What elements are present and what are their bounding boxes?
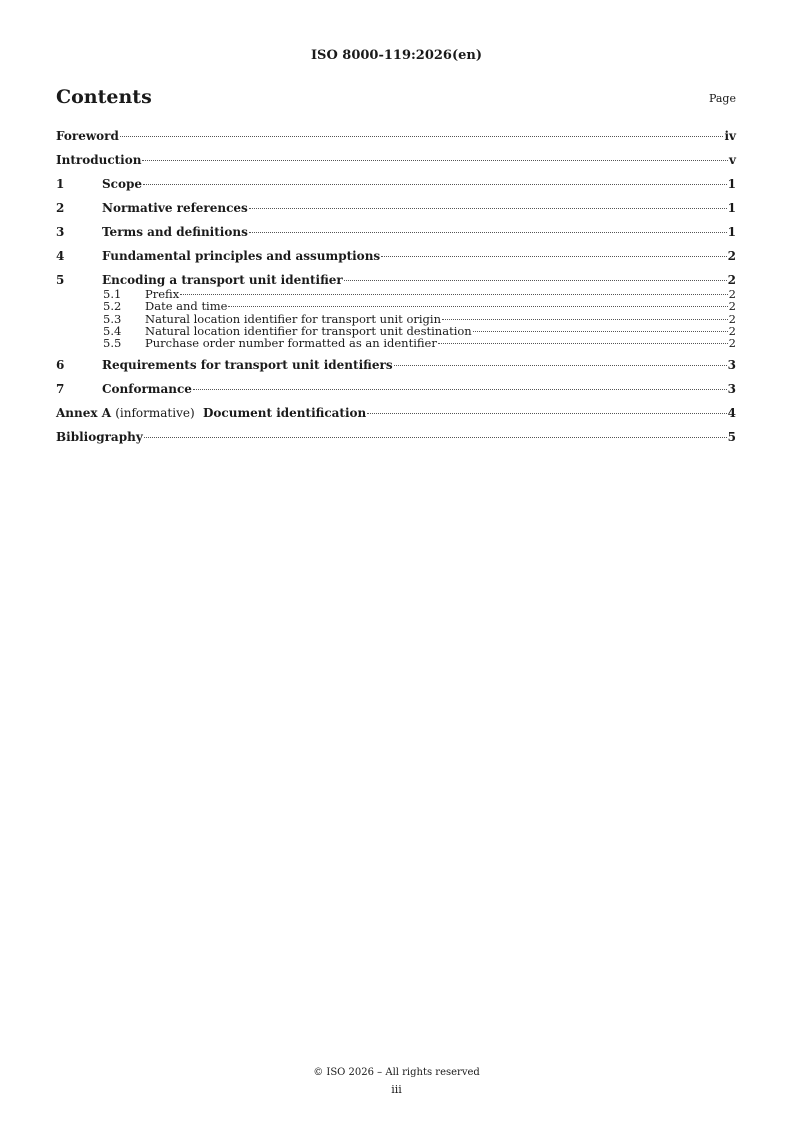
dot-leader xyxy=(473,331,728,332)
toc-entry-page: 2 xyxy=(728,323,736,338)
toc-entry-title: Date and time xyxy=(145,299,228,314)
dot-leader xyxy=(249,232,727,233)
dot-leader xyxy=(394,365,727,366)
dot-leader xyxy=(438,343,728,344)
toc-entry-bibliography[interactable] xyxy=(56,429,736,445)
toc-entry-page: 2 xyxy=(728,311,736,326)
toc-entry-number: 5 xyxy=(56,273,65,287)
toc-entry-page: 4 xyxy=(727,406,736,421)
dot-leader xyxy=(367,413,726,414)
toc-entry-clause-7[interactable] xyxy=(56,381,736,397)
toc-entry-number: 6 xyxy=(56,358,65,373)
toc-entry-title: Natural location identifier for transport unit destination xyxy=(145,323,472,338)
dot-leader xyxy=(381,256,726,257)
toc-entry-number: 5.1 xyxy=(103,287,122,301)
toc-entry-number: 2 xyxy=(56,201,65,215)
toc-entry-clause-5[interactable] xyxy=(56,272,736,288)
toc-entry-number: 5.3 xyxy=(103,311,122,326)
toc-entry-number: 5.4 xyxy=(103,323,122,338)
toc-entry-title: Scope xyxy=(102,177,143,191)
toc-entry-page: 2 xyxy=(728,336,736,351)
dot-leader xyxy=(180,294,727,295)
toc-entry-clause-6[interactable] xyxy=(56,357,736,373)
toc-entry-title: Document identification xyxy=(203,406,367,421)
dot-leader xyxy=(120,136,724,137)
annex-qualifier: (informative) xyxy=(115,406,195,421)
dot-leader xyxy=(344,280,727,281)
toc-entry-title: Terms and definitions xyxy=(102,225,248,239)
toc-entry-title: Foreword xyxy=(56,129,119,143)
toc-entry-title: Requirements for transport unit identifiers xyxy=(102,358,393,373)
toc-entry-annex-a[interactable] xyxy=(56,405,736,421)
toc-entry-page: iv xyxy=(724,129,736,143)
toc-entry-page: 3 xyxy=(727,358,736,373)
toc-entry-title: Conformance xyxy=(102,382,192,397)
toc-entry-subclause-5-2[interactable] xyxy=(56,300,736,312)
toc-entry-number: 3 xyxy=(56,225,65,239)
toc-entry-page: v xyxy=(729,153,736,167)
dot-leader xyxy=(142,160,728,161)
toc-entry-page: 2 xyxy=(727,273,736,287)
toc-entry-page: 5 xyxy=(727,430,736,445)
contents-title: Contents xyxy=(56,86,152,108)
toc-entry-title: Fundamental principles and assumptions xyxy=(102,249,381,263)
toc-entry-page: 3 xyxy=(727,382,736,397)
toc-entry-page: 2 xyxy=(728,299,736,314)
toc-entry-page: 2 xyxy=(728,287,736,301)
toc-entry-clause-4[interactable] xyxy=(56,248,736,264)
toc-entry-introduction[interactable] xyxy=(56,152,736,168)
dot-leader xyxy=(193,389,727,390)
toc-entry-page: 1 xyxy=(727,177,736,191)
toc-entry-title: Purchase order number formatted as an identifier xyxy=(145,336,437,351)
toc-entry-clause-2[interactable] xyxy=(56,200,736,216)
dot-leader xyxy=(144,437,727,438)
toc-entry-number: 1 xyxy=(56,177,65,191)
document-header: ISO 8000-119:2026(en) xyxy=(310,48,483,63)
toc-entry-clause-3[interactable] xyxy=(56,224,736,240)
toc-entry-title: Bibliography xyxy=(56,430,143,445)
toc-entry-foreword[interactable] xyxy=(56,128,736,144)
toc-entry-title: Encoding a transport unit identifier xyxy=(102,273,343,287)
dot-leader xyxy=(442,319,728,320)
toc-entry-title: Normative references xyxy=(102,201,248,215)
toc-entry-title: Natural location identifier for transport unit origin xyxy=(145,311,441,326)
copyright-notice: © ISO 2026 – All rights reserved xyxy=(313,1067,480,1078)
dot-leader xyxy=(228,306,727,307)
dot-leader xyxy=(249,208,727,209)
toc-entry-subclause-5-5[interactable] xyxy=(56,337,736,349)
toc-entry-number: 7 xyxy=(56,382,65,397)
page-column-label: Page xyxy=(708,92,736,105)
table-of-contents xyxy=(56,128,736,445)
toc-entry-page: 1 xyxy=(727,225,736,239)
page-number: iii xyxy=(391,1083,402,1096)
toc-entry-title: Prefix xyxy=(145,287,180,301)
toc-entry-clause-1[interactable] xyxy=(56,176,736,192)
toc-entry-page: 2 xyxy=(727,249,736,263)
toc-entry-number: 5.2 xyxy=(103,299,122,314)
toc-entry-page: 1 xyxy=(727,201,736,215)
dot-leader xyxy=(143,184,727,185)
toc-entry-title: Introduction xyxy=(56,153,142,167)
toc-entry-number: 5.5 xyxy=(103,336,122,351)
toc-entry-number: 4 xyxy=(56,249,65,263)
annex-label: Annex A xyxy=(56,406,112,421)
